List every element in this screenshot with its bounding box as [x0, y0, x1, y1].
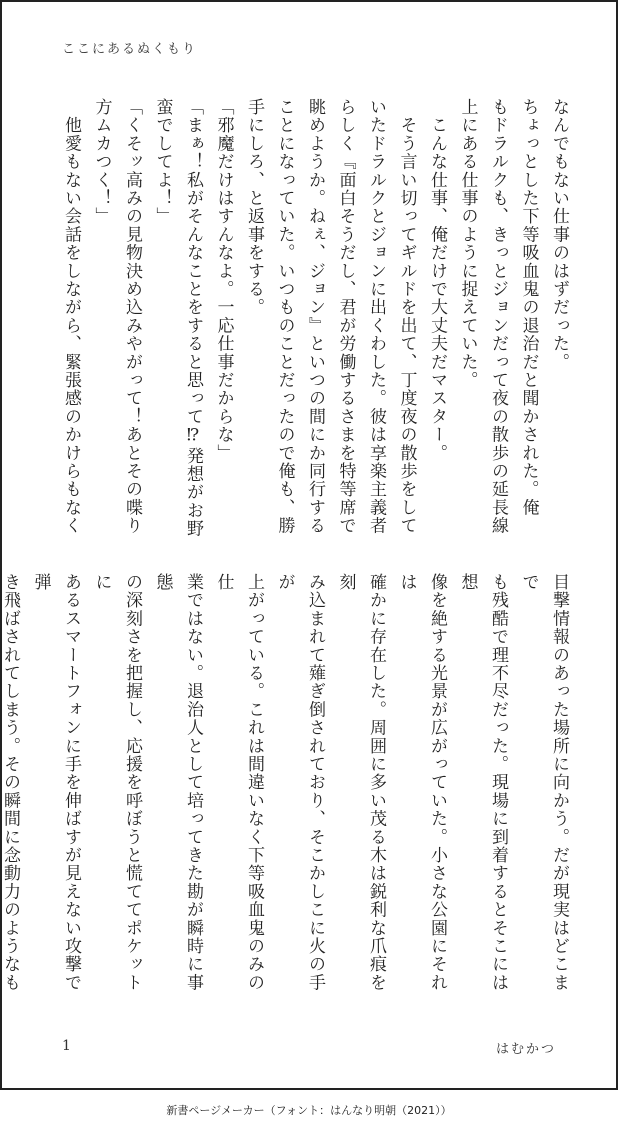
upper-text-block — [54, 98, 574, 538]
text-line: 「くそッ高みの見物決め込みやがって！あとその喋り — [122, 98, 142, 535]
text-line: いたドラルクとジョンに出くわした。彼は享楽主義者 — [366, 98, 386, 535]
text-line: み込まれて薙ぎ倒されており、そこかしこに火の手が — [274, 573, 325, 992]
text-line: らしく『面白そうだし、君が労働するさまを特等席で — [335, 98, 356, 535]
page-number: 1 — [62, 1038, 71, 1054]
text-line: こんな仕事、俺だけで大丈夫だマスター。 — [427, 98, 447, 462]
text-line: あるスマートフォンに手を伸ばすが見えない攻撃で弾 — [30, 573, 81, 992]
lower-text-block — [0, 573, 574, 993]
text-line: ちょっとした下等吸血鬼の退治だと聞かされた。俺 — [518, 98, 539, 517]
text-line: 像を絶する光景が広がっていた。小さな公園にそれは — [396, 573, 447, 992]
text-line: も残酷で理不尽だった。現場に到着するとそこには想 — [457, 573, 508, 992]
text-line: 上がっている。これは間違いなく下等吸血鬼のみの仕 — [213, 573, 264, 992]
text-line: 眺めようか。ねぇ、ジョン』といつの間にか同行する — [305, 98, 325, 535]
text-line: 「まぁ！私がそんなことをすると思って⁉発想がお野 — [183, 98, 203, 538]
author-name: はむかつ — [495, 1042, 556, 1057]
text-line: 方ムカつく！」 — [91, 98, 112, 226]
text-line: 他愛もない会話をしながら、緊張感のかけらもなく — [61, 98, 81, 535]
text-line: もドラルクも、きっとジョンだって夜の散歩の延長線 — [488, 98, 508, 535]
text-line: ことになっていた。いつものことだったので俺も、勝 — [274, 98, 295, 535]
text-line: 手にしろ、と返事をする。 — [244, 98, 264, 317]
text-line: き飛ばされてしまう。その瞬間に念動力のようなも — [0, 573, 20, 992]
generator-credit: 新書ページメーカー（フォント：はんなり明朝（2021）） — [166, 1104, 452, 1117]
text-line: 蛮でしてよ！」 — [152, 98, 173, 226]
text-line: 上にある仕事のように捉えていた。 — [457, 98, 478, 390]
text-line: 確かに存在した。周囲に多い茂る木は鋭利な爪痕を刻 — [335, 573, 386, 992]
text-line: そう言い切ってギルドを出て、丁度夜の散歩をして — [396, 98, 417, 535]
text-line: の深刻さを把握し、応援を呼ぼうと慌ててポケットに — [91, 573, 142, 992]
text-line: 「邪魔だけはすんなよ。一応仕事だからな」 — [213, 98, 234, 462]
text-line: 業ではない。退治人として培ってきた勘が瞬時に事態 — [152, 573, 203, 992]
book-title: ここにあるぬくもり — [62, 42, 198, 57]
text-line: なんでもない仕事のはずだった。 — [549, 98, 569, 371]
text-line: 目撃情報のあった場所に向かう。だが現実はどこまで — [518, 573, 569, 992]
